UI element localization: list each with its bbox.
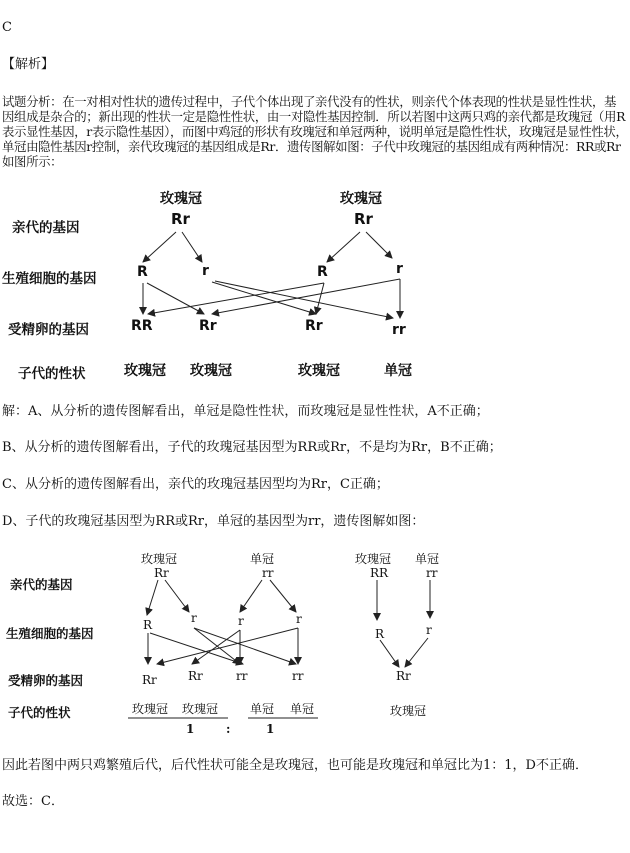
d2-gamete-right: R	[375, 627, 385, 641]
d2-parent-gene-right: RR	[370, 566, 389, 580]
parent-gene-right: Rr	[354, 210, 373, 228]
gamete: R	[137, 264, 148, 280]
zygote: rr	[392, 322, 406, 338]
offspring-trait: 单冠	[384, 363, 412, 379]
offspring-trait: 玫瑰冠	[298, 363, 340, 379]
d2-offspring-trait: 单冠	[290, 702, 315, 716]
d2-offspring-trait: 玫瑰冠	[132, 702, 169, 716]
offspring-trait: 玫瑰冠	[190, 363, 232, 379]
d2-gamete: r	[238, 614, 244, 628]
gamete: r	[396, 261, 403, 277]
offspring-trait: 玫瑰冠	[124, 363, 166, 379]
gamete: R	[317, 264, 328, 280]
d2-parent-trait-right: 玫瑰冠	[355, 552, 392, 566]
d2-parent-trait-right: 单冠	[415, 552, 440, 566]
d2-offspring-trait: 玫瑰冠	[182, 702, 219, 716]
row-label-gametes: 生殖细胞的基因	[2, 271, 97, 287]
answer-letter: C	[2, 20, 12, 35]
parent-trait-right: 玫瑰冠	[340, 191, 382, 207]
d2-zygote-right: Rr	[396, 669, 411, 683]
d2-zygote: rr	[292, 669, 304, 683]
row-label-offspring: 子代的性状	[18, 366, 86, 382]
solution-a: 解：A、从分析的遗传图解看出，单冠是隐性性状，而玫瑰冠是显性性状，A不正确；	[2, 404, 489, 419]
parent-gene-left: Rr	[171, 210, 190, 228]
analysis-heading: 【解析】	[2, 57, 55, 72]
solution-c: C、从分析的遗传图解看出，亲代的玫瑰冠基因型均为Rr，C正确；	[2, 477, 389, 492]
d2-parent-gene-right: rr	[426, 566, 438, 580]
solution-b: B、从分析的遗传图解看出，子代的玫瑰冠基因型为RR或Rr，不是均为Rr，B不正确；	[2, 440, 502, 455]
d2-parent-trait: 单冠	[250, 552, 275, 566]
d2-gamete: R	[143, 618, 153, 632]
d2-row-label-parent-genes: 亲代的基因	[10, 577, 73, 592]
row-label-zygotes: 受精卵的基因	[8, 322, 89, 338]
d2-gamete-right: r	[426, 623, 432, 637]
analysis-paragraph: 试题分析：在一对相对性状的遗传过程中，子代个体出现了亲代没有的性状，则亲代个体表现的性状是显性性状，基因组成是杂合的；新出现的性状一定是隐性性状，由一对隐性基因控制．所以若图中这两只鸡的亲代都是玫瑰冠（用R表示显性基因，r表示隐性基因），而图中鸡冠的形状有玫瑰冠和单冠两种，说明单冠是隐性性状，玫瑰冠是显性性状，单冠由隐性基因r控制，亲代玫瑰冠的基因组成是Rr．遗传图解如图：子代中玫瑰冠的基因组成有两种情况：RR或Rr如图所示：	[2, 94, 628, 169]
d2-zygote: Rr	[142, 673, 157, 687]
d2-row-label-gametes: 生殖细胞的基因	[6, 626, 94, 641]
zygote: RR	[131, 318, 153, 334]
conclusion: 因此若图中两只鸡繁殖后代，后代性状可能全是玫瑰冠，也可能是玫瑰冠和单冠比为1：1，D不正确．	[2, 758, 588, 773]
d2-row-label-zygotes: 受精卵的基因	[8, 673, 84, 688]
d2-parent-gene: rr	[262, 566, 274, 580]
ratio-value: 1	[186, 722, 195, 736]
d2-parent-trait: 玫瑰冠	[141, 552, 178, 566]
ratio-value: 1	[266, 722, 275, 736]
d2-gamete: r	[191, 611, 197, 625]
gamete: r	[202, 263, 209, 279]
parent-trait-left: 玫瑰冠	[160, 191, 202, 207]
d2-gamete: r	[296, 612, 302, 626]
d2-zygote: rr	[236, 669, 248, 683]
d2-row-label-offspring: 子代的性状	[8, 705, 71, 720]
ratio-separator: :	[226, 722, 231, 736]
d2-zygote: Rr	[188, 669, 203, 683]
d2-offspring-trait-right: 玫瑰冠	[390, 704, 427, 718]
final-answer: 故选：C．	[2, 794, 64, 809]
d2-offspring-trait: 单冠	[250, 702, 275, 716]
zygote: Rr	[305, 318, 323, 334]
solution-d: D、子代的玫瑰冠基因型为RR或Rr，单冠的基因型为rr，遗传图解如图：	[2, 514, 425, 529]
zygote: Rr	[199, 318, 217, 334]
row-label-parent-genes: 亲代的基因	[12, 220, 80, 236]
d2-parent-gene: Rr	[154, 566, 169, 580]
